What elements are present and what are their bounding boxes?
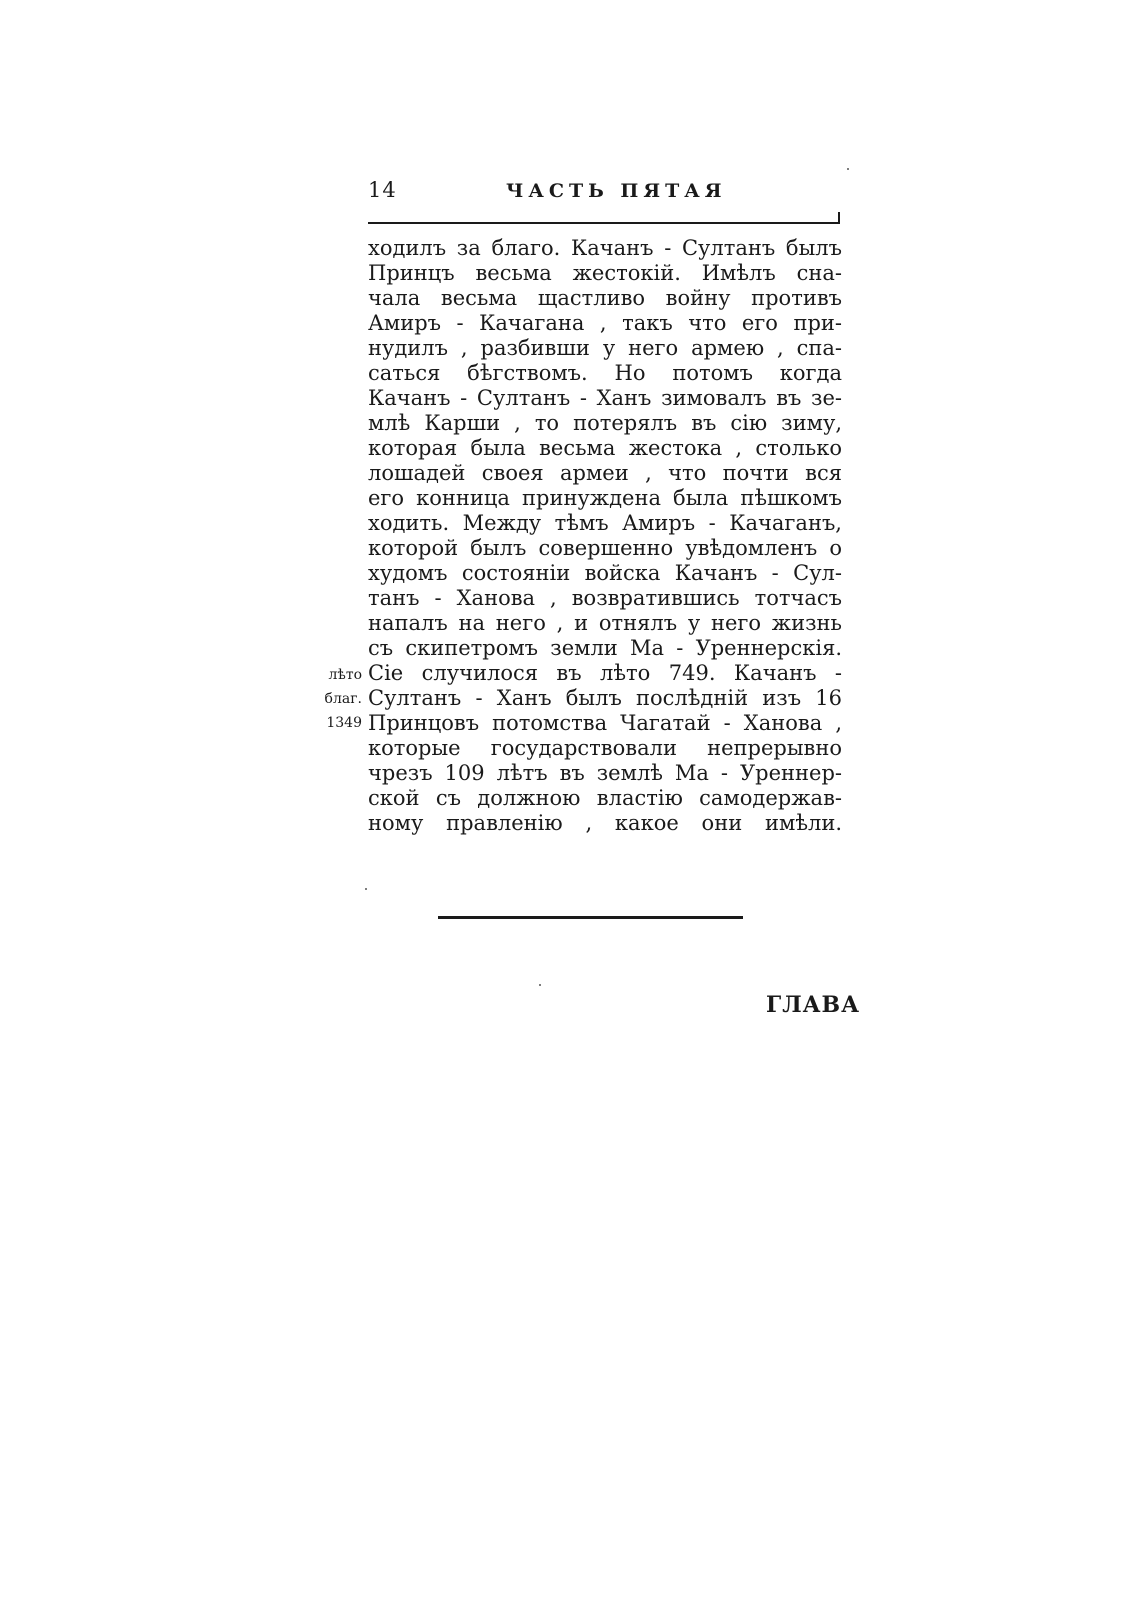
section-end-rule <box>438 916 743 919</box>
text-line: которой былъ совершенно увѣдомленъ о <box>368 536 842 560</box>
text-line: напалъ на него , и отнялъ у него жизнь <box>368 611 842 635</box>
text-line: танъ - Ханова , возвратившись тотчасъ <box>368 586 842 610</box>
text-line: ской съ должною властію самодержав- <box>368 786 842 810</box>
text-line: Султанъ - Ханъ былъ послѣдній изъ 16 <box>368 686 842 710</box>
margin-note-date <box>306 663 362 735</box>
text-line: Принцъ весьма жестокій. Имѣлъ сна- <box>368 261 842 285</box>
running-head: ЧАСТЬ ПЯТАЯ <box>506 180 727 202</box>
text-line: чрезъ 109 лѣтъ въ землѣ Ма - Уреннер- <box>368 761 842 785</box>
page-header <box>368 178 840 208</box>
text-line: саться бѣгствомъ. Но потомъ когда <box>368 361 842 385</box>
text-line: Принцовъ потомства Чагатай - Ханова , <box>368 711 842 735</box>
text-line: ходить. Между тѣмъ Амиръ - Качаганъ, <box>368 511 842 535</box>
print-speck <box>847 168 849 170</box>
text-line: Качанъ - Султанъ - Ханъ зимовалъ въ зе- <box>368 386 842 410</box>
margin-note-line: 1349 <box>326 715 362 731</box>
print-speck <box>365 888 367 890</box>
text-line: съ скипетромъ земли Ма - Уреннерскія. <box>368 636 842 660</box>
text-line: ному правленію , какое они имѣли. <box>368 811 842 835</box>
page-number: 14 <box>368 178 397 202</box>
print-speck <box>539 984 541 986</box>
text-line: млѣ Карши , то потерялъ въ сію зиму, <box>368 411 842 435</box>
text-line: чала весьма щастливо войну противъ <box>368 286 842 310</box>
text-line: которая была весьма жестока , столько <box>368 436 842 460</box>
text-line: Сіе случилося въ лѣто 749. Качанъ - <box>368 661 842 685</box>
text-line: Амиръ - Качагана , такъ что его при- <box>368 311 842 335</box>
margin-note-line: лѣто <box>328 667 362 683</box>
body-text <box>368 236 842 836</box>
header-rule <box>368 222 838 224</box>
margin-note-line: благ. <box>324 691 362 707</box>
text-line: которые государствовали непрерывно <box>368 736 842 760</box>
catchword: ГЛАВА <box>766 992 861 1018</box>
text-line: его конница принуждена была пѣшкомъ <box>368 486 842 510</box>
text-line: нудилъ , разбивши у него армею , спа- <box>368 336 842 360</box>
text-line: лошадей своея армеи , что почти вся <box>368 461 842 485</box>
text-line: ходилъ за благо. Качанъ - Султанъ былъ <box>368 236 842 260</box>
header-rule-flourish <box>833 212 840 224</box>
text-line: худомъ состояніи войска Качанъ - Сул- <box>368 561 842 585</box>
